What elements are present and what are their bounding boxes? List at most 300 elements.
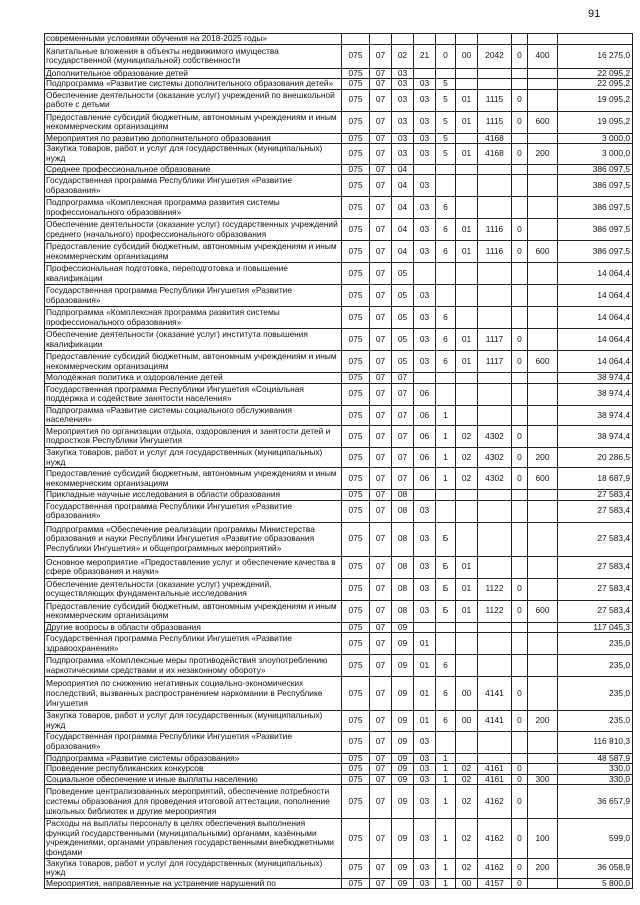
row-code (528, 34, 558, 45)
row-code (456, 753, 478, 764)
table-row (45, 68, 633, 79)
row-code (414, 164, 436, 175)
row-sum: 330,0 (558, 764, 633, 775)
row-code: 03 (414, 731, 436, 753)
row-code: 0 (512, 764, 528, 775)
row-code (456, 263, 478, 285)
row-code: 03 (414, 133, 436, 144)
row-code (436, 633, 456, 655)
row-code: 03 (414, 351, 436, 373)
row-code: 075 (342, 405, 370, 425)
row-name: Государственная программа Республики Ингушетия «Развитие образования» (45, 285, 342, 307)
row-code: 600 (528, 351, 558, 373)
row-code: 0 (512, 858, 528, 878)
row-code: Б (436, 556, 456, 578)
row-code: 075 (342, 373, 370, 384)
row-code: 200 (528, 144, 558, 164)
row-code: 075 (342, 753, 370, 764)
row-sum: 235,0 (558, 711, 633, 731)
row-code: 03 (392, 144, 414, 164)
row-sum: 38 974,4 (558, 373, 633, 384)
row-code: 07 (370, 500, 392, 522)
row-code: 400 (528, 44, 558, 68)
page-number: 91 (588, 8, 601, 20)
table-row (45, 677, 633, 711)
row-code: 6 (436, 219, 456, 241)
row-code (512, 133, 528, 144)
row-sum: 22 095,2 (558, 68, 633, 79)
row-sum: 20 286,5 (558, 447, 633, 467)
row-code (528, 578, 558, 600)
row-code (478, 383, 512, 405)
row-code: 07 (392, 468, 414, 490)
row-name: Закупка товаров, работ и услуг для государственных (муниципальных) нужд (45, 447, 342, 467)
row-code (456, 34, 478, 45)
row-code (478, 556, 512, 578)
row-code: 4161 (478, 774, 512, 785)
row-code (478, 373, 512, 384)
row-name: Государственная программа Республики Ингушетия «Развитие образования» (45, 500, 342, 522)
row-sum: 27 583,4 (558, 556, 633, 578)
row-code (528, 307, 558, 329)
row-sum: 386 097,5 (558, 164, 633, 175)
row-code: 0 (512, 44, 528, 68)
row-code: 02 (456, 785, 478, 819)
row-code (528, 556, 558, 578)
row-code: 07 (370, 68, 392, 79)
row-code (512, 175, 528, 197)
table-row (45, 425, 633, 447)
row-sum: 14 064,4 (558, 285, 633, 307)
row-code: 0 (512, 425, 528, 447)
row-name: Подпрограмма «Обеспечение реализации программы Министерства образования и науки Республики Ингушетия «Развитие образования Республики Ингушетия» и общепрограммных мероприятий» (45, 522, 342, 556)
row-code (478, 490, 512, 501)
row-code (512, 373, 528, 384)
row-code: 6 (436, 655, 456, 677)
row-code: 09 (392, 774, 414, 785)
row-code (456, 405, 478, 425)
row-name: Социальное обеспечение и иные выплаты населению (45, 774, 342, 785)
row-code (478, 522, 512, 556)
budget-table-wrapper (44, 33, 632, 889)
row-sum: 599,0 (558, 819, 633, 858)
row-name: Мероприятия по развитию дополнительного образования (45, 133, 342, 144)
row-code: 075 (342, 764, 370, 775)
row-code: 09 (392, 731, 414, 753)
table-row (45, 655, 633, 677)
row-sum (558, 34, 633, 45)
row-code (512, 164, 528, 175)
row-code (528, 329, 558, 351)
row-name: Подпрограмма «Развитие системы образования» (45, 753, 342, 764)
row-code: 075 (342, 600, 370, 622)
table-row (45, 764, 633, 775)
row-code: 03 (414, 329, 436, 351)
row-code: 03 (392, 68, 414, 79)
row-sum: 14 064,4 (558, 263, 633, 285)
row-code: 6 (436, 307, 456, 329)
row-code: 075 (342, 522, 370, 556)
row-code (370, 34, 392, 45)
table-row (45, 622, 633, 633)
row-code: 06 (414, 405, 436, 425)
row-code: 6 (436, 329, 456, 351)
row-code: 2042 (478, 44, 512, 68)
row-code: 4141 (478, 677, 512, 711)
row-code: 01 (456, 351, 478, 373)
row-code (512, 490, 528, 501)
row-code: 6 (436, 677, 456, 711)
row-code (456, 133, 478, 144)
row-code: 00 (456, 711, 478, 731)
row-name: Мероприятия по снижению негативных социально-экономических последствий, вызванных распространением наркомании в Республике Ингушетия (45, 677, 342, 711)
row-code: 4168 (478, 133, 512, 144)
row-code (456, 731, 478, 753)
table-row (45, 111, 633, 133)
row-code: 1 (436, 878, 456, 889)
row-code: 07 (370, 133, 392, 144)
row-code (528, 633, 558, 655)
row-code: 4162 (478, 858, 512, 878)
row-code: 075 (342, 622, 370, 633)
row-name: Государственная программа Республики Ингушетия «Развитие здравоохранения» (45, 633, 342, 655)
row-name: Предоставление субсидий бюджетным, автономным учреждениям и иным некоммерческим организациям (45, 351, 342, 373)
row-code (456, 500, 478, 522)
row-code: 04 (392, 219, 414, 241)
table-row (45, 144, 633, 164)
row-code: 03 (414, 764, 436, 775)
row-code: 1117 (478, 329, 512, 351)
row-code (478, 175, 512, 197)
row-code (478, 34, 512, 45)
row-sum: 386 097,5 (558, 175, 633, 197)
row-code: Б (436, 578, 456, 600)
row-code (512, 79, 528, 90)
row-code: 00 (456, 677, 478, 711)
row-code: 07 (370, 329, 392, 351)
row-code (414, 490, 436, 501)
table-row (45, 307, 633, 329)
row-code: 5 (436, 111, 456, 133)
row-sum: 27 583,4 (558, 600, 633, 622)
row-code: 075 (342, 351, 370, 373)
row-code: 07 (370, 351, 392, 373)
row-code (528, 373, 558, 384)
row-name: Мероприятия, направленные на устранение нарушений по (45, 878, 342, 889)
row-sum: 18 687,9 (558, 468, 633, 490)
row-code: 07 (370, 633, 392, 655)
row-code: 07 (370, 578, 392, 600)
row-code: 03 (414, 858, 436, 878)
row-code: 200 (528, 858, 558, 878)
row-code: 03 (414, 753, 436, 764)
row-code: 0 (512, 677, 528, 711)
row-code: 01 (414, 711, 436, 731)
row-code: 0 (512, 351, 528, 373)
row-code: 09 (392, 764, 414, 775)
row-code (436, 500, 456, 522)
row-code: 4157 (478, 878, 512, 889)
row-code (456, 175, 478, 197)
budget-table (44, 33, 633, 889)
row-sum: 5 800,0 (558, 878, 633, 889)
row-name: Другие вопросы в области образования (45, 622, 342, 633)
row-code (512, 500, 528, 522)
row-name: Закупка товаров, работ и услуг для государственных (муниципальных) нужд (45, 144, 342, 164)
row-sum: 38 974,4 (558, 405, 633, 425)
row-code: 03 (414, 600, 436, 622)
row-code (414, 622, 436, 633)
table-row (45, 633, 633, 655)
row-code: 07 (370, 175, 392, 197)
row-code: 08 (392, 556, 414, 578)
row-code: 03 (414, 241, 436, 263)
row-code: 1116 (478, 219, 512, 241)
row-code: 09 (392, 878, 414, 889)
row-code: 08 (392, 522, 414, 556)
row-code: 08 (392, 600, 414, 622)
row-code (512, 405, 528, 425)
row-code (478, 263, 512, 285)
row-code (456, 79, 478, 90)
row-sum: 3 000,0 (558, 133, 633, 144)
row-code (478, 753, 512, 764)
row-code: 1 (436, 858, 456, 878)
row-code: 07 (370, 774, 392, 785)
row-code (512, 522, 528, 556)
row-sum: 116 810,3 (558, 731, 633, 753)
row-name: Закупка товаров, работ и услуг для государственных (муниципальных) нужд (45, 711, 342, 731)
table-body (45, 34, 633, 889)
row-name: Молодёжная политика и оздоровление детей (45, 373, 342, 384)
row-name: Предоставление субсидий бюджетным, автономным учреждениям и иным некоммерческим организациям (45, 241, 342, 263)
row-code (512, 622, 528, 633)
table-row (45, 285, 633, 307)
row-sum: 16 275,0 (558, 44, 633, 68)
row-code (528, 500, 558, 522)
row-code: 0 (512, 89, 528, 111)
row-code: 075 (342, 175, 370, 197)
table-row (45, 44, 633, 68)
row-code: 4161 (478, 764, 512, 775)
row-code (436, 373, 456, 384)
row-code (528, 133, 558, 144)
row-code (528, 753, 558, 764)
row-sum: 27 583,4 (558, 500, 633, 522)
row-code: 07 (370, 878, 392, 889)
row-code: 07 (370, 164, 392, 175)
row-code: 00 (456, 878, 478, 889)
row-code: 075 (342, 307, 370, 329)
row-name: Профессиональная подготовка, переподготовка и повышение квалификации (45, 263, 342, 285)
row-code: 4302 (478, 425, 512, 447)
row-code: 1 (436, 764, 456, 775)
row-code: 5 (436, 89, 456, 111)
row-code (436, 164, 456, 175)
row-name: современными условиями обучения на 2018-2025 годы» (45, 34, 342, 45)
row-name: Подпрограмма «Комплексные меры противодействия злоупотреблению наркотическими средствами и их незаконному обороту» (45, 655, 342, 677)
row-code: 1116 (478, 241, 512, 263)
row-code: 07 (370, 373, 392, 384)
row-name: Государственная программа Республики Ингушетия «Развитие образования» (45, 731, 342, 753)
row-code: 09 (392, 819, 414, 858)
row-code: 03 (414, 111, 436, 133)
table-row (45, 522, 633, 556)
row-code: 07 (370, 405, 392, 425)
row-code: 075 (342, 655, 370, 677)
row-code: 0 (512, 578, 528, 600)
row-name: Предоставление субсидий бюджетным, автономным учреждениям и иным некоммерческим организациям (45, 468, 342, 490)
row-sum: 14 064,4 (558, 329, 633, 351)
row-code: 01 (456, 241, 478, 263)
row-code: 0 (512, 785, 528, 819)
row-code (512, 34, 528, 45)
row-code (456, 522, 478, 556)
row-code: 01 (414, 677, 436, 711)
row-code: 075 (342, 383, 370, 405)
row-code (456, 68, 478, 79)
row-code: 06 (414, 383, 436, 405)
row-sum: 386 097,5 (558, 241, 633, 263)
row-code: 1122 (478, 578, 512, 600)
row-code (456, 373, 478, 384)
row-code: 09 (392, 785, 414, 819)
row-name: Обеспечение деятельности (оказание услуг) учреждений по внешкольной работе с детьми (45, 89, 342, 111)
row-code (528, 655, 558, 677)
row-code: Б (436, 600, 456, 622)
row-code: 01 (456, 89, 478, 111)
row-name: Подпрограмма «Комплексная программа развития системы профессионального образования» (45, 197, 342, 219)
row-code (528, 522, 558, 556)
row-sum: 38 974,4 (558, 383, 633, 405)
row-code (512, 197, 528, 219)
row-name: Обеспечение деятельности (оказание услуг) института повышения квалификации (45, 329, 342, 351)
table-row (45, 600, 633, 622)
row-code: 075 (342, 633, 370, 655)
row-code (436, 731, 456, 753)
table-row (45, 329, 633, 351)
table-row (45, 405, 633, 425)
row-code: 08 (392, 490, 414, 501)
row-code: 0 (512, 241, 528, 263)
row-code (456, 285, 478, 307)
page-bottom-edge (0, 897, 640, 905)
row-code: 1122 (478, 600, 512, 622)
row-code: 6 (436, 197, 456, 219)
row-code: 03 (414, 556, 436, 578)
row-code (436, 175, 456, 197)
row-name: Прикладные научные исследования в области образования (45, 490, 342, 501)
row-code: 4162 (478, 819, 512, 858)
row-code: 1 (436, 425, 456, 447)
row-code: 600 (528, 111, 558, 133)
row-code: 01 (414, 633, 436, 655)
row-code: 07 (370, 285, 392, 307)
row-code: 07 (392, 447, 414, 467)
row-code: 03 (414, 500, 436, 522)
row-code (528, 68, 558, 79)
table-row (45, 79, 633, 90)
row-code: 0 (512, 468, 528, 490)
table-row (45, 753, 633, 764)
row-code: 01 (456, 111, 478, 133)
row-code: 0 (512, 447, 528, 467)
row-code: 0 (512, 878, 528, 889)
row-sum: 19 095,2 (558, 89, 633, 111)
row-code: 075 (342, 858, 370, 878)
row-code: 09 (392, 677, 414, 711)
row-code: 09 (392, 753, 414, 764)
row-sum: 38 974,4 (558, 425, 633, 447)
row-code: 06 (414, 468, 436, 490)
row-code: 07 (370, 490, 392, 501)
row-code: 075 (342, 677, 370, 711)
row-sum: 386 097,5 (558, 197, 633, 219)
row-code: 4162 (478, 785, 512, 819)
row-name: Мероприятия по организации отдыха, оздоровления и занятости детей и подростков Республики Ингушетия (45, 425, 342, 447)
row-code: 075 (342, 197, 370, 219)
row-code (392, 34, 414, 45)
row-sum: 117 045,3 (558, 622, 633, 633)
row-code: 03 (414, 307, 436, 329)
row-code: 07 (370, 753, 392, 764)
row-code: 07 (370, 44, 392, 68)
row-code: 05 (392, 329, 414, 351)
row-code: 075 (342, 578, 370, 600)
row-code: 1 (436, 447, 456, 467)
row-code: 01 (456, 329, 478, 351)
row-code (528, 425, 558, 447)
row-name: Подпрограмма «Развитие системы социального обслуживания населения» (45, 405, 342, 425)
table-row (45, 447, 633, 467)
row-name: Обеспечение деятельности (оказание услуг) учреждений, осуществляющих фундаментальные исследования (45, 578, 342, 600)
row-sum: 22 095,2 (558, 79, 633, 90)
row-code (528, 79, 558, 90)
row-name: Обеспечение деятельности (оказание услуг) государственных учреждений среднего (начального) профессионального образования (45, 219, 342, 241)
row-code: 075 (342, 285, 370, 307)
row-code: 03 (414, 522, 436, 556)
row-code: 09 (392, 655, 414, 677)
row-code: 07 (370, 764, 392, 775)
row-sum: 386 097,5 (558, 219, 633, 241)
row-code: 100 (528, 819, 558, 858)
row-code: 01 (414, 655, 436, 677)
row-code: 03 (414, 819, 436, 858)
row-code: 075 (342, 556, 370, 578)
row-code: 4141 (478, 711, 512, 731)
row-code: 1 (436, 774, 456, 785)
row-name: Среднее профессиональное образование (45, 164, 342, 175)
table-row (45, 351, 633, 373)
row-code (456, 164, 478, 175)
table-row (45, 878, 633, 889)
row-sum: 14 064,4 (558, 351, 633, 373)
table-row (45, 468, 633, 490)
row-code: 075 (342, 79, 370, 90)
row-code: 08 (392, 578, 414, 600)
row-code: 0 (512, 111, 528, 133)
row-code: 03 (392, 89, 414, 111)
row-name: Проведение централизованных мероприятий, обеспечение потребности системы образования для проведения итоговой аттестации, пополнение школьных библиотек и другие мероприятия (45, 785, 342, 819)
row-code: 02 (456, 764, 478, 775)
row-code (456, 622, 478, 633)
row-code (512, 383, 528, 405)
row-sum: 36 058,9 (558, 858, 633, 878)
row-code (512, 68, 528, 79)
row-code (456, 633, 478, 655)
row-code (436, 68, 456, 79)
row-code: 1 (436, 819, 456, 858)
